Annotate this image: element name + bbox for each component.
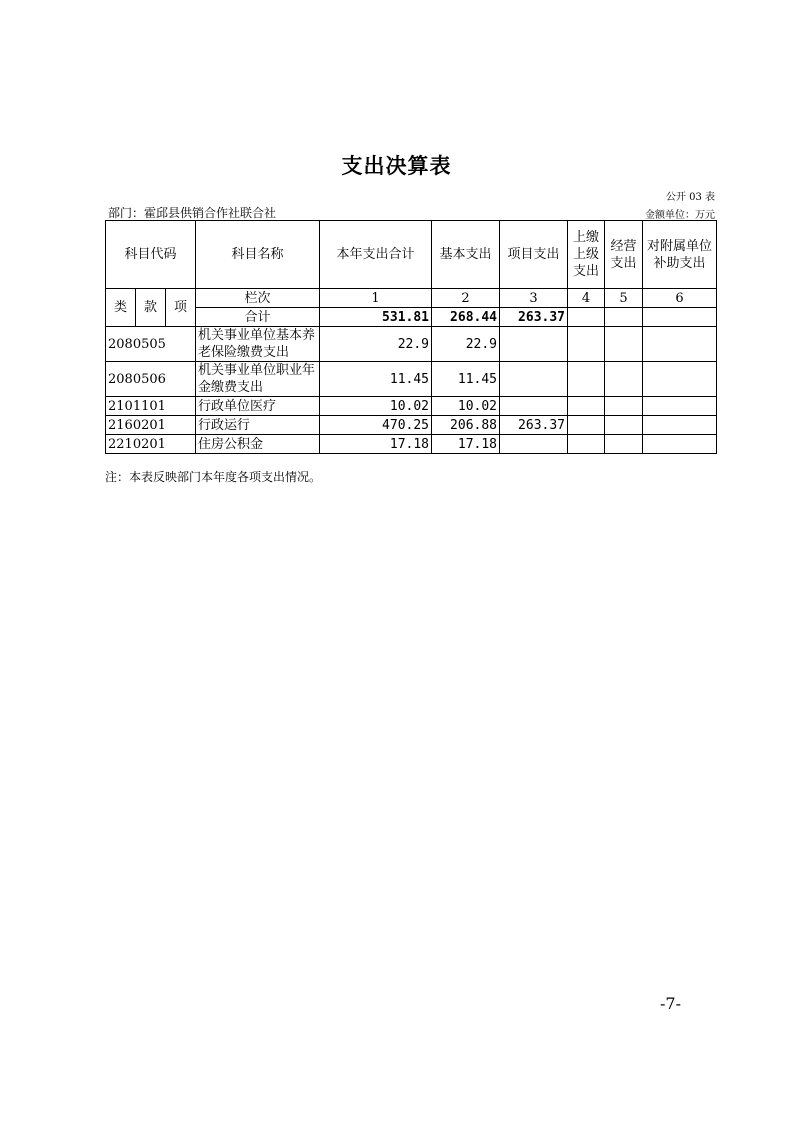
- header-name: 科目名称: [196, 221, 320, 289]
- row-project: 263.37: [500, 416, 568, 435]
- row-basic: 10.02: [432, 397, 500, 416]
- column-number-row: [106, 289, 717, 308]
- header-basic: 基本支出: [432, 221, 500, 289]
- table-note: 注：本表反映部门本年度各项支出情况。: [105, 470, 322, 484]
- column-label: 栏次: [196, 289, 320, 308]
- row-total: 22.9: [320, 327, 432, 362]
- form-number: 公开 03 表: [665, 192, 715, 203]
- expenditure-table: [105, 220, 717, 454]
- row-basic: 11.45: [432, 362, 500, 397]
- table-row: [106, 435, 717, 454]
- total-label: 合计: [196, 308, 320, 327]
- row-name: 住房公积金: [196, 435, 320, 454]
- department-label: 部门：霍邱县供销合作社联合社: [108, 206, 277, 220]
- header-xiang: 项: [166, 289, 196, 327]
- header-code: 科目代码: [106, 221, 196, 289]
- header-kuan: 款: [136, 289, 166, 327]
- row-name: 行政单位医疗: [196, 397, 320, 416]
- row-name: 机关事业单位基本养老保险缴费支出: [196, 327, 320, 362]
- page-number: -7-: [660, 994, 681, 1013]
- total-amount: 531.81: [320, 308, 432, 327]
- row-project: [500, 397, 568, 416]
- col-number-1: 1: [320, 289, 432, 308]
- header-lei: 类: [106, 289, 136, 327]
- table-row: [106, 327, 717, 362]
- amount-unit-label: 金额单位：万元: [645, 210, 715, 221]
- table-row: [106, 397, 717, 416]
- row-basic: 17.18: [432, 435, 500, 454]
- col-number-3: 3: [500, 289, 568, 308]
- col-number-4: 4: [568, 289, 605, 308]
- total-basic: 268.44: [432, 308, 500, 327]
- page-title: 支出决算表: [341, 154, 452, 178]
- row-total: 11.45: [320, 362, 432, 397]
- row-project: [500, 327, 568, 362]
- header-total: 本年支出合计: [320, 221, 432, 289]
- row-code: 2101101: [106, 397, 196, 416]
- header-project: 项目支出: [500, 221, 568, 289]
- row-basic: 206.88: [432, 416, 500, 435]
- row-code: 2080506: [106, 362, 196, 397]
- row-code: 2080505: [106, 327, 196, 362]
- header-upper: 上缴上级支出: [568, 221, 605, 289]
- row-project: [500, 435, 568, 454]
- row-name: 行政运行: [196, 416, 320, 435]
- total-project: 263.37: [500, 308, 568, 327]
- col-number-6: 6: [643, 289, 717, 308]
- row-total: 10.02: [320, 397, 432, 416]
- col-number-2: 2: [432, 289, 500, 308]
- row-basic: 22.9: [432, 327, 500, 362]
- header-subsidy: 对附属单位补助支出: [643, 221, 717, 289]
- row-total: 17.18: [320, 435, 432, 454]
- col-number-5: 5: [605, 289, 643, 308]
- header-operating: 经营支出: [605, 221, 643, 289]
- total-row: [106, 308, 717, 327]
- row-name: 机关事业单位职业年金缴费支出: [196, 362, 320, 397]
- row-project: [500, 362, 568, 397]
- row-total: 470.25: [320, 416, 432, 435]
- header-row: [106, 221, 717, 289]
- row-code: 2210201: [106, 435, 196, 454]
- table-row: [106, 362, 717, 397]
- table-row: [106, 416, 717, 435]
- row-code: 2160201: [106, 416, 196, 435]
